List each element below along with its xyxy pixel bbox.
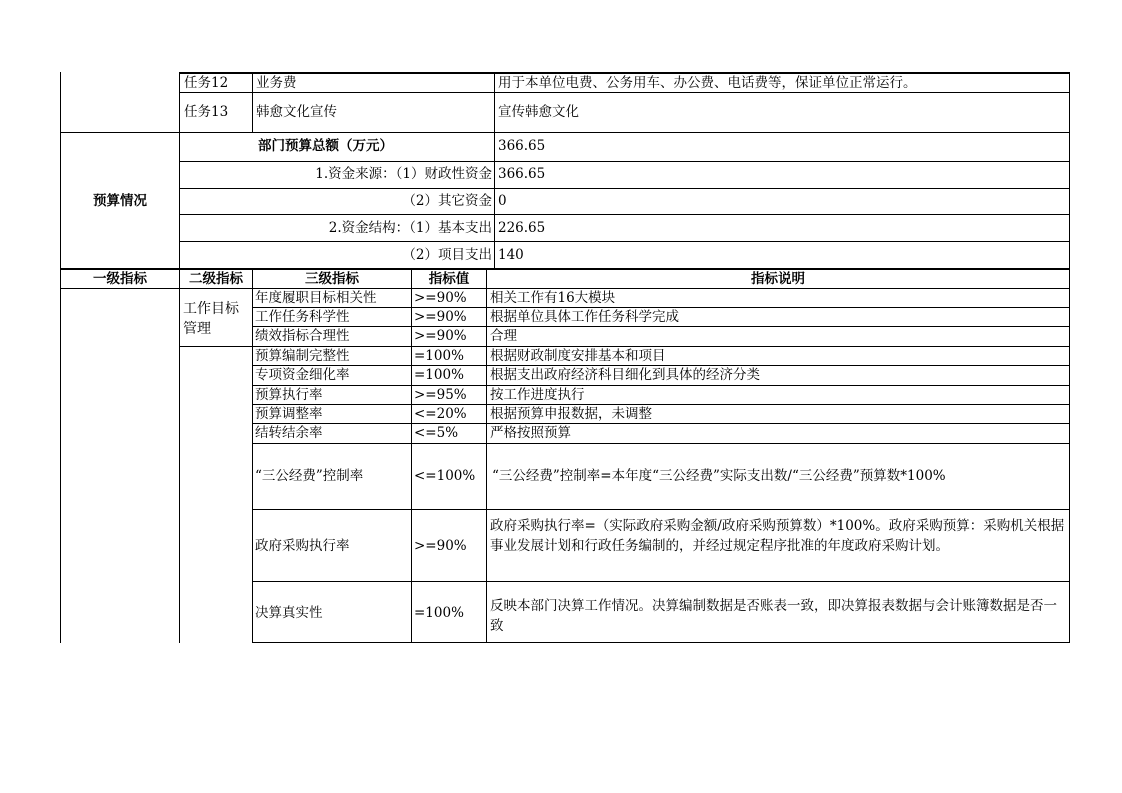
indicator-name: 工作任务科学性	[255, 309, 350, 325]
grid-line	[180, 161, 1070, 162]
budget-total-label: 部门预算总额（万元）	[258, 138, 393, 154]
grid-line	[252, 404, 1070, 405]
grid-line	[252, 423, 1070, 424]
indicator-value: =100%	[414, 367, 464, 383]
indicator-name: 预算编制完整性	[255, 348, 350, 364]
grid-line	[60, 72, 61, 643]
budget-section-label: 预算情况	[93, 193, 147, 209]
grid-line	[252, 269, 253, 643]
indicator-desc: 政府采购执行率=（实际政府采购金额/政府采购预算数）*100%。政府采购预算：采购机关根据事业发展计划和行政任务编制的，并经过规定程序批准的年度政府采购计划。	[490, 518, 1065, 554]
indicator-desc: 按工作进度执行	[490, 387, 585, 403]
task-name: 业务费	[256, 75, 297, 91]
budget-struct1-value: 226.65	[498, 220, 546, 236]
grid-line	[179, 72, 180, 643]
indicator-name: 绩效指标合理性	[255, 328, 350, 344]
budget-source2-label: （2）其它资金	[402, 193, 492, 209]
indicator-value: >=90%	[414, 328, 467, 344]
grid-line	[180, 92, 1070, 93]
grid-line	[252, 326, 1070, 327]
indicator-name: 专项资金细化率	[255, 367, 350, 383]
indicator-value: >=95%	[414, 387, 467, 403]
indicator-desc: 根据预算申报数据，未调整	[490, 406, 652, 422]
indicator-value: <=5%	[414, 425, 459, 441]
header-col3: 三级指标	[305, 271, 359, 287]
indicator-value: =100%	[414, 605, 464, 621]
indicator-desc: 相关工作有16大模块	[490, 290, 616, 306]
indicator-value: >=90%	[414, 538, 467, 554]
indicator-name: 年度履职目标相关性	[255, 290, 377, 306]
indicator-desc: 根据单位具体工作任务科学完成	[490, 309, 679, 325]
grid-line	[494, 72, 495, 269]
grid-line	[252, 72, 253, 133]
indicator-desc: 根据财政制度安排基本和项目	[490, 348, 666, 364]
indicator-desc: 根据支出政府经济科目细化到具体的经济分类	[490, 367, 760, 383]
indicator-name: 预算执行率	[255, 387, 323, 403]
header-col4: 指标值	[428, 271, 470, 287]
budget-struct2-value: 140	[498, 247, 524, 263]
indicator-desc: “三公经费”控制率=本年度“三公经费”实际支出数/“三公经费”预算数*100%	[492, 468, 946, 484]
budget-source1-value: 366.65	[498, 166, 546, 182]
indicator-value: <=20%	[414, 406, 467, 422]
indicator-name: 预算调整率	[255, 406, 323, 422]
grid-line	[252, 642, 1070, 643]
indicator-value: <=100%	[414, 468, 476, 484]
task-desc: 宣传韩愈文化	[498, 104, 579, 120]
budget-source2-value: 0	[498, 193, 507, 209]
grid-line	[60, 132, 1070, 133]
header-col2: 二级指标	[189, 271, 243, 287]
header-col1: 一级指标	[93, 271, 147, 287]
indicator-value: >=90%	[414, 309, 467, 325]
grid-line	[252, 385, 1070, 386]
task-desc: 用于本单位电费、公务用车、办公费、电话费等，保证单位正常运行。	[498, 75, 917, 91]
indicator-value: >=90%	[414, 290, 467, 306]
grid-line	[252, 581, 1070, 582]
grid-line	[180, 188, 1070, 189]
task-name: 韩愈文化宣传	[256, 104, 337, 120]
indicator-name: 政府采购执行率	[255, 538, 350, 554]
group-label: 工作目标管理	[183, 301, 239, 337]
grid-line	[252, 509, 1070, 510]
indicator-value: =100%	[414, 348, 464, 364]
indicator-name: 结转结余率	[255, 425, 323, 441]
task-id: 任务13	[184, 104, 229, 120]
indicator-desc: 严格按照预算	[490, 425, 571, 441]
task-id: 任务12	[184, 75, 229, 91]
indicator-desc: 合理	[490, 328, 517, 344]
grid-line	[180, 214, 1070, 215]
grid-line	[411, 269, 412, 643]
budget-struct1-label: 2.资金结构：（1）基本支出	[328, 220, 492, 236]
indicator-name: “三公经费”控制率	[255, 468, 364, 484]
budget-source1-label: 1.资金来源：（1）财政性资金	[315, 166, 492, 182]
indicator-name: 决算真实性	[255, 605, 323, 621]
grid-line	[180, 241, 1070, 242]
indicator-desc: 反映本部门决算工作情况。决算编制数据是否账表一致，即决算报表数据与会计账簿数据是否一致	[490, 598, 1057, 634]
grid-line	[486, 269, 487, 643]
budget-total-value: 366.65	[498, 138, 546, 154]
header-col5: 指标说明	[751, 271, 805, 287]
budget-struct2-label: （2）项目支出	[402, 247, 492, 263]
grid-line	[252, 443, 1070, 444]
grid-line	[1069, 72, 1070, 643]
